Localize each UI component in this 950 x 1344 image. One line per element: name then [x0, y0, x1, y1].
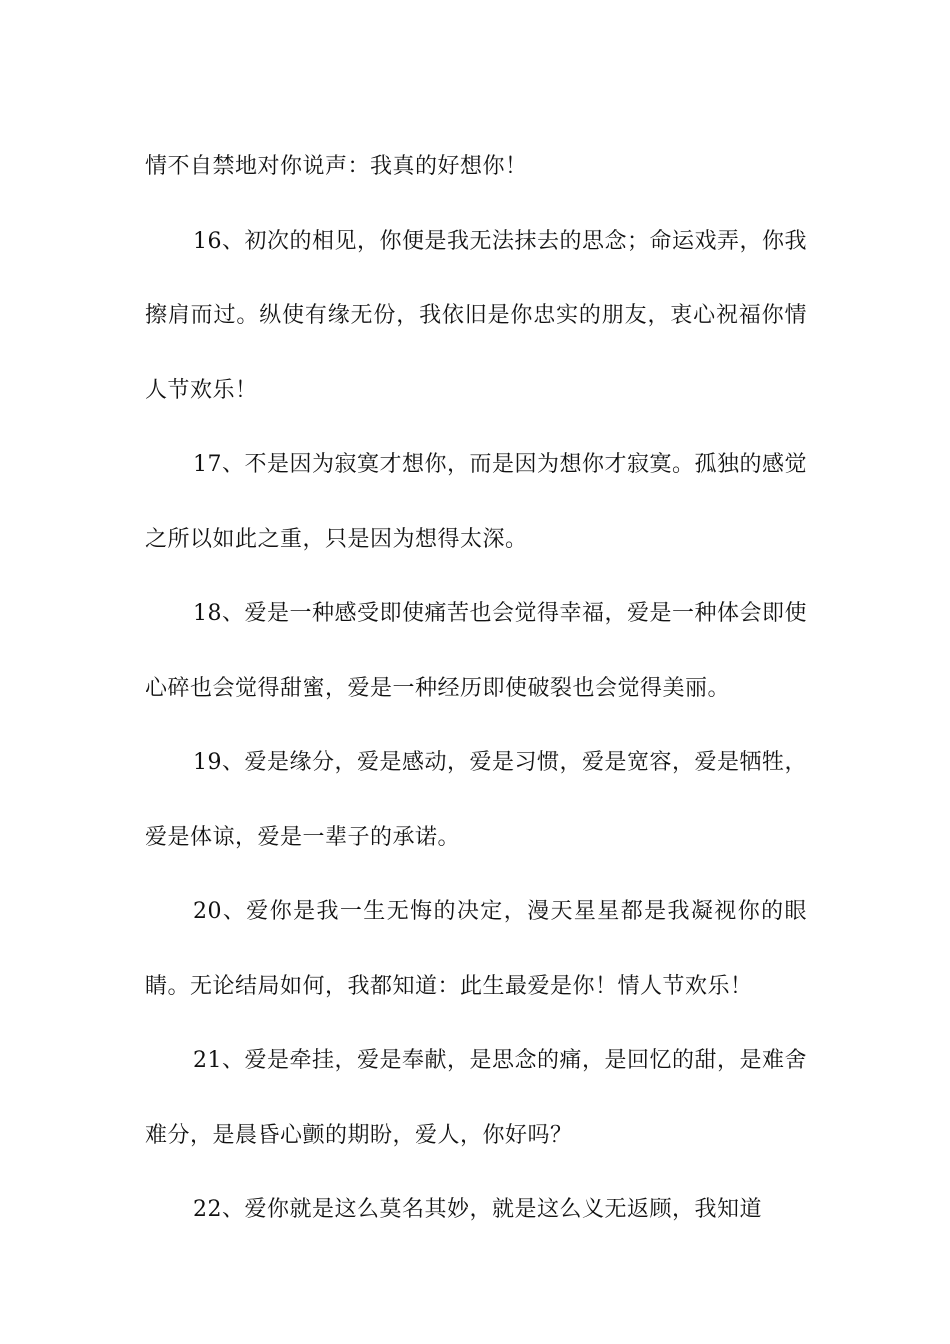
paragraph-18: 18、爱是一种感受即使痛苦也会觉得幸福，爱是一种体会即使心碎也会觉得甜蜜，爱是一种经历即使破裂也会觉得美丽。	[145, 601, 807, 701]
document-body	[145, 130, 807, 1248]
paragraph-continuation: 情不自禁地对你说声：我真的好想你！	[145, 154, 528, 179]
paragraph-22: 22、爱你就是这么莫名其妙，就是这么义无返顾，我知道	[193, 1197, 762, 1222]
paragraph-19: 19、爱是缘分，爱是感动，爱是习惯，爱是宽容，爱是牺牲，爱是体谅，爱是一辈子的承诺。	[145, 750, 807, 850]
paragraph-16: 16、初次的相见，你便是我无法抹去的思念；命运戏弄，你我擦肩而过。纵使有缘无份，我依旧是你忠实的朋友，衷心祝福你情人节欢乐！	[145, 228, 807, 403]
paragraph-20: 20、爱你是我一生无悔的决定，漫天星星都是我凝视你的眼睛。无论结局如何，我都知道：此生最爱是你！情人节欢乐！	[145, 899, 807, 999]
paragraph-21: 21、爱是牵挂，爱是奉献，是思念的痛，是回忆的甜，是难舍难分，是晨昏心颤的期盼，爱人，你好吗？	[145, 1048, 807, 1148]
paragraph-17: 17、不是因为寂寞才想你，而是因为想你才寂寞。孤独的感觉之所以如此之重，只是因为想得太深。	[145, 452, 807, 552]
